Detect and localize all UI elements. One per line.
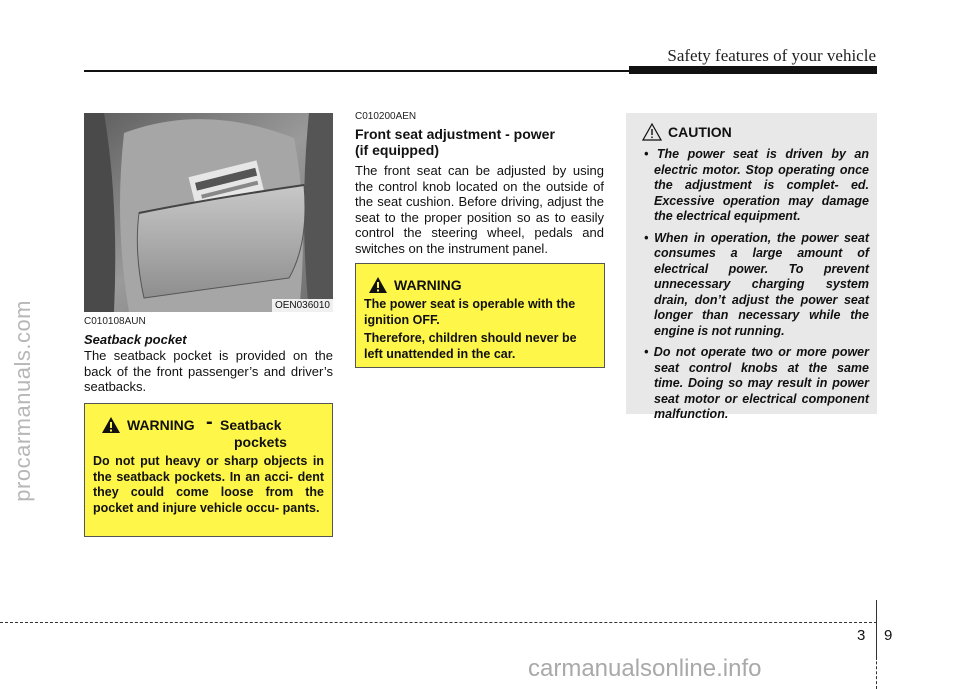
warning-subtitle-line2: pockets (234, 434, 287, 450)
warning-dash: - (206, 411, 213, 433)
section-heading (355, 126, 555, 158)
bottom-watermark: carmanualsonline.info (528, 655, 762, 682)
photo-code-label: OEN036010 (272, 299, 333, 312)
heading-line1: Front seat adjustment - power (355, 126, 555, 142)
caution-item: • Do not operate two or more power seat control knobs at the same time. Doing so may result in power seat motor or electrical component malfunction. (644, 345, 869, 421)
seatback-pocket-photo (84, 113, 333, 312)
page-number: 9 (884, 627, 893, 644)
section-heading: Seatback pocket (84, 332, 187, 347)
section-body: The seatback pocket is provided on the back of the front passenger’s and driver’s seatbacks. (84, 348, 333, 394)
chapter-number: 3 (857, 627, 866, 644)
caution-item: • The power seat is driven by an electric motor. Stop operating once the adjustment is complet- ed. Excessive operation may damage the electrical equipment. (644, 147, 869, 223)
warning-triangle-icon (368, 276, 388, 294)
header-rule (84, 70, 629, 72)
seatback-pocket-illustration (84, 113, 333, 312)
warning-title: WARNING (127, 417, 195, 433)
section-code: C010108AUN (84, 316, 146, 327)
page-header-title: Safety features of your vehicle (667, 46, 876, 65)
warning-text-2: Therefore, children should never be left unattended in the car. (364, 331, 577, 361)
section-body: The front seat can be adjusted by using the control knob located on the outside of the seat cushion. Before driving, adjust the seat to the proper position so as to easily control the steering wheel, pedals and switches on the instrument panel. (355, 163, 604, 256)
warning-subtitle-line1: Seatback (220, 417, 282, 433)
caution-triangle-icon (642, 123, 662, 141)
warning-text: Do not put heavy or sharp objects in the seatback pockets. In an acci- dent they could come loose from the pocket and injure vehicle occu- pants. (93, 454, 324, 515)
footer-dashed-rule (0, 622, 877, 623)
side-watermark: procarmanuals.com (10, 300, 35, 502)
caution-box (626, 113, 877, 421)
warning-text-1: The power seat is operable with the ignition OFF. (364, 297, 576, 327)
warning-box-power-seat (355, 263, 605, 368)
section-code: C010200AEN (355, 111, 417, 122)
caution-title: CAUTION (668, 124, 732, 140)
warning-triangle-icon (101, 416, 121, 434)
header-bar (629, 66, 877, 74)
footer-divider-dashed (876, 622, 877, 689)
caution-item: • When in operation, the power seat consumes a large amount of electrical power. To prevent unnecessary charging system drain, don’t adjust the power seat longer than necessary while the engine is not running. (644, 230, 869, 338)
warning-title: WARNING (394, 277, 462, 293)
warning-box-seatback (84, 403, 333, 537)
heading-line2: (if equipped) (355, 142, 439, 158)
